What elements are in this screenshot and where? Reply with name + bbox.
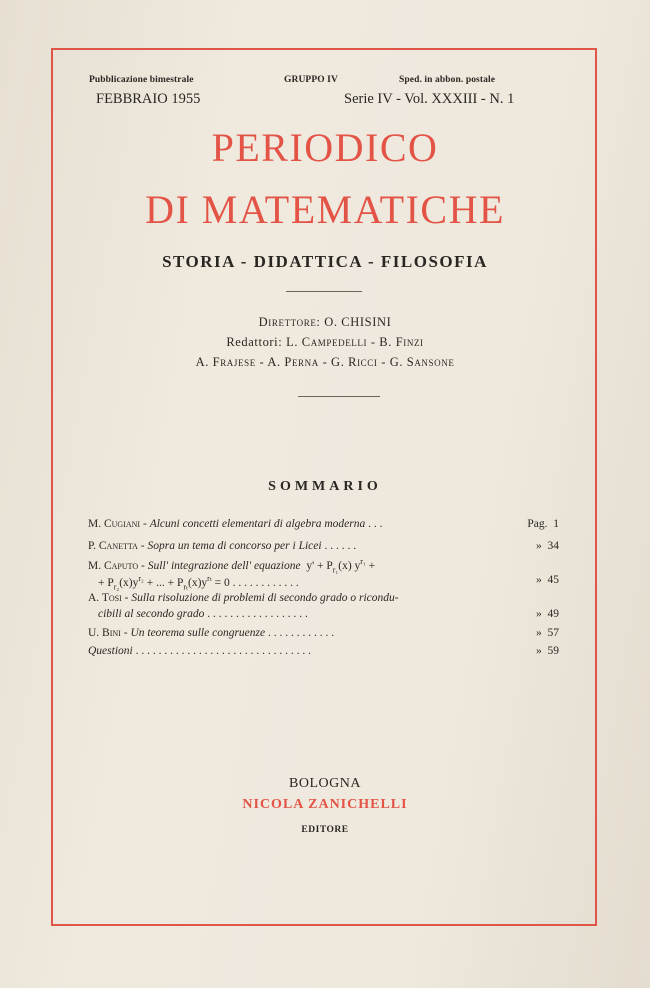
- postal-note: Sped. in abbon. postale: [399, 75, 496, 85]
- toc-dots: . . . . . . . . . . . .: [265, 627, 335, 639]
- toc-page: Pag. 1: [527, 518, 559, 530]
- editors-names-1: L. Campedelli - B. Finzi: [286, 335, 424, 349]
- issue-date: FEBBRAIO 1955: [96, 91, 201, 107]
- toc-formula: + $P_{r_2}(x)y^{r_2}$ + ... + $P_{r_t}(x)y^{r_t} = 0$: [98, 574, 230, 592]
- toc-page: » 57: [536, 627, 559, 639]
- director-name: O. CHISINI: [324, 315, 392, 329]
- toc-title: Alcuni concetti elementari di algebra moderna: [149, 518, 366, 530]
- toc-entry: P. Canetta - Sopra un tema di concorso per i Licei . . . . . . » 34: [88, 540, 559, 552]
- title-line-2: DI MATEMATICHE: [145, 187, 505, 232]
- toc-entry: U. Bini - Un teorema sulle congruenze . . . . . . . . . . . . » 57: [88, 627, 559, 639]
- director-label: Direttore:: [258, 315, 321, 329]
- toc-author: M. Caputo: [88, 559, 139, 572]
- toc-dots: . . .: [365, 518, 383, 530]
- toc-dots: . . . . . . . . . . . . . . . . . .: [204, 608, 308, 620]
- toc-author: P. Canetta: [88, 540, 138, 552]
- series-volume: Serie IV - Vol. XXXIII - N. 1: [344, 91, 515, 107]
- editors-line-2: A. Frajese - A. Perna - G. Ricci - G. Sansone: [195, 355, 455, 369]
- toc-entry-continuation: [88, 608, 559, 620]
- toc-page: » 45: [536, 574, 559, 586]
- toc-page: » 49: [536, 608, 559, 620]
- toc-formula: $y' + P_{r_1}(x) y^{r_1}$ +: [306, 557, 376, 575]
- toc-entry: M. Caputo - Sull' integrazione dell' equazione $y' + P_{r_1}(x) y^{r_1}$ +: [88, 557, 376, 575]
- editors-line-1: [0, 335, 650, 350]
- toc-dots: . . . . . . . . . . . . . . . . . . . . . . . . . . . . . . .: [132, 645, 311, 657]
- divider-bottom: [298, 396, 380, 397]
- toc-author: A. Tosi: [88, 592, 122, 604]
- publisher-city: BOLOGNA: [289, 776, 361, 791]
- toc-dots: . . . . . . . . . . . .: [229, 576, 299, 589]
- toc-title: Sopra un tema di concorso per i Licei: [147, 540, 322, 552]
- toc-title: Questioni: [88, 645, 133, 657]
- title-line-1: PERIODICO: [211, 125, 439, 170]
- toc-page: » 59: [536, 645, 559, 657]
- publication-frequency: Pubblicazione bimestrale: [89, 75, 194, 85]
- group-label: GRUPPO IV: [284, 75, 338, 85]
- toc-entry-continuation: [88, 574, 559, 591]
- toc-entry: M. Cugiani - Alcuni concetti elementari di algebra moderna . . . Pag. 1: [88, 518, 559, 530]
- subtitle: STORIA - DIDATTICA - FILOSOFIA: [162, 252, 488, 271]
- toc-title: Sulla risoluzione di problemi di secondo grado o ricondu-: [131, 592, 399, 604]
- publisher-role: EDITORE: [301, 825, 349, 835]
- toc-title: Sull' integrazione dell' equazione: [147, 559, 301, 572]
- toc-title: cibili al secondo grado: [98, 608, 205, 620]
- toc-author: U. Bini: [88, 627, 121, 639]
- editors-label: Redattori:: [226, 335, 283, 349]
- toc-author: M. Cugiani: [88, 518, 141, 530]
- divider-top: [286, 291, 362, 292]
- publisher-name: NICOLA ZANICHELLI: [242, 797, 408, 812]
- toc-entry: A. Tosi - Sulla risoluzione di problemi di secondo grado o ricondu-: [88, 592, 399, 604]
- toc-page: » 34: [536, 540, 559, 552]
- toc-entry: [88, 645, 559, 657]
- director-line: [0, 315, 650, 330]
- toc-heading: SOMMARIO: [268, 479, 382, 494]
- toc-title: Un teorema sulle congruenze: [130, 627, 266, 639]
- toc-dots: . . . . . .: [321, 540, 357, 552]
